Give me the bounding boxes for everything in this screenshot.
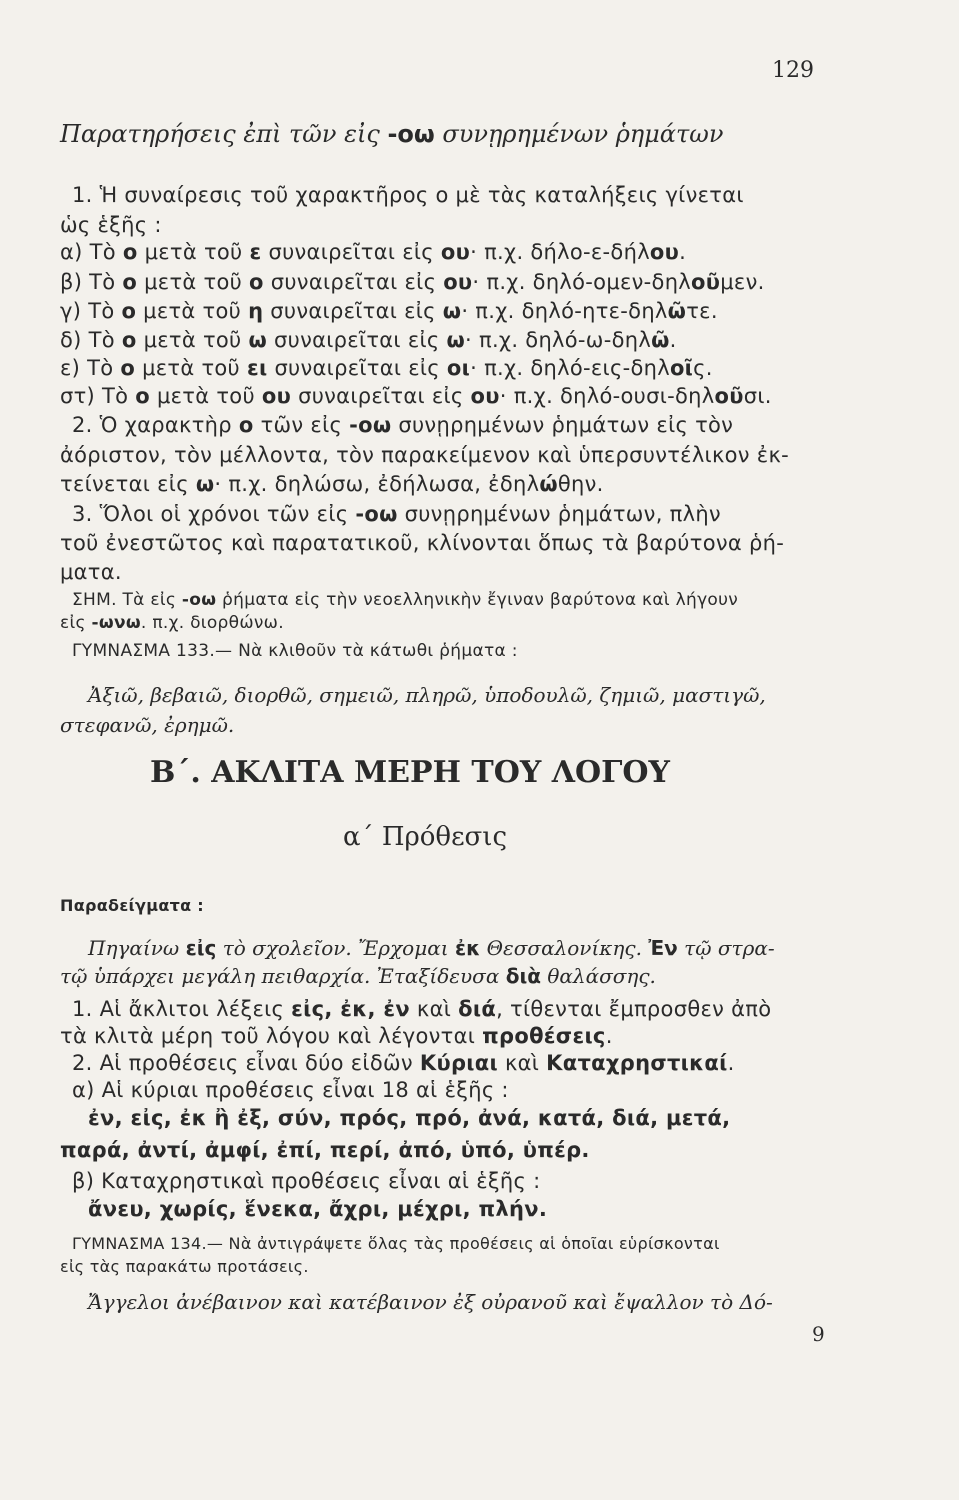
rule-text: μετὰ τοῦ (136, 299, 249, 323)
text: τῷ στρα- (677, 936, 775, 960)
text: . (727, 1051, 735, 1075)
section-heading-pre: Παρατηρήσεις ἐπὶ τῶν εἰς (60, 120, 388, 148)
rule-example-ending: ου (649, 240, 680, 264)
bold-text: ἐκ (454, 936, 481, 960)
rule-example: σι. (743, 384, 772, 408)
bold-text: προθέσεις (482, 1024, 606, 1048)
text: 1. Αἱ ἄκλιτοι λέξεις (72, 997, 292, 1021)
text: ῥήματα εἰς τὴν νεοελληνικὴν ἔγιναν βαρύτονα καὶ λήγουν (216, 590, 739, 610)
text: Πηγαίνω (88, 936, 186, 960)
subchapter-title: α΄ Πρόθεσις (343, 822, 508, 852)
examples-line-1 (88, 936, 775, 960)
rule-vowel: ο (122, 240, 138, 264)
prepositions-paragraph-2 (72, 1051, 735, 1075)
rule-vowel: ει (246, 356, 268, 380)
signature-mark: 9 (812, 1322, 825, 1346)
rule-example: τε. (686, 299, 718, 323)
rule-vowel: ο (135, 384, 151, 408)
rule-vowel: ο (121, 299, 137, 323)
text: 2. Αἱ προθέσεις εἶναι δύο εἰδῶν (72, 1051, 420, 1075)
rule-text: συναιρεῖται εἰς (263, 270, 444, 294)
text: 3. Ὅλοι οἱ χρόνοι τῶν εἰς (72, 502, 356, 526)
bold-text: Ἐν (648, 936, 678, 960)
rule-vowel: ω (248, 328, 268, 352)
rule-example: · π.χ. δήλο-ε-δήλ (470, 240, 650, 264)
section-heading-post: συνῃρημένων ῥημάτων (434, 120, 724, 148)
rule-example: ς. (693, 356, 713, 380)
rule-text: μετὰ τοῦ (137, 270, 250, 294)
text: ΣΗΜ. Τὰ εἰς (72, 590, 182, 610)
text: καὶ (409, 997, 459, 1021)
rule-delta (60, 328, 677, 352)
text: 2. Ὁ χαρακτὴρ (72, 413, 239, 437)
proper-prepositions-intro: α) Αἱ κύριαι προθέσεις εἶναι 18 αἱ ἑξῆς : (72, 1078, 509, 1102)
bold-text: -οω (355, 502, 398, 526)
rule-text: συναιρεῖται εἰς (267, 356, 447, 380)
rule-result: ου (440, 240, 471, 264)
text: τὸ σχολεῖον. Ἔρχομαι (216, 936, 455, 960)
rule-text: στ) Τὸ (60, 384, 136, 408)
paragraph-1-line-1: 1. Ἡ συναίρεσις τοῦ χαρακτῆρος ο μὲ τὰς καταλήξεις γίνεται (72, 183, 744, 207)
proper-prepositions-line-2: παρά, ἀντί, ἀμφί, ἐπί, περί, ἀπό, ὑπό, ὑπέρ. (60, 1138, 590, 1162)
text: θαλάσσης. (540, 964, 656, 988)
rule-text: μετὰ τοῦ (135, 356, 247, 380)
rule-example: · π.χ. δηλό-εις-δηλ (470, 356, 670, 380)
paragraph-3-line-3: ματα. (60, 560, 122, 584)
paragraph-2-line-3 (60, 472, 604, 496)
rule-example-ending: οῖ (669, 356, 694, 380)
prepositions-paragraph-1-line-2 (60, 1024, 613, 1048)
rule-text: συναιρεῖται εἰς (291, 384, 471, 408)
text: τῷ ὑπάρχει μεγάλη πειθαρχία. Ἐταξίδευσα (60, 964, 506, 988)
text: τῶν εἰς (253, 413, 350, 437)
examples-label: Παραδείγματα : (60, 896, 204, 915)
bold-text: εἰς, ἐκ, ἐν (291, 997, 410, 1021)
rule-text: συναιρεῖται εἰς (261, 240, 441, 264)
text: · π.χ. δηλώσω, ἐδήλωσα, ἐδηλ (214, 472, 540, 496)
paragraph-2-line-1 (72, 413, 733, 437)
text: τείνεται εἰς (60, 472, 196, 496)
exercise-134-sentence: Ἄγγελοι ἀνέβαινον καὶ κατέβαινον ἐξ οὐρανοῦ καὶ ἔψαλλον τὸ Δό- (88, 1290, 773, 1314)
bold-text: διὰ (505, 964, 541, 988)
section-heading-bold: -οω (387, 120, 435, 148)
bold-text: ο (238, 413, 254, 437)
rule-text: γ) Τὸ (60, 299, 122, 323)
bold-text: ώ (539, 472, 558, 496)
rule-example: · π.χ. δηλό-ομεν-δηλ (472, 270, 692, 294)
paragraph-3-line-2: τοῦ ἐνεστῶτος καὶ παρατατικοῦ, κλίνονται ὅπως τὰ βαρύτονα ῥή- (60, 531, 785, 555)
exercise-134-line-1: ΓΥΜΝΑΣΜΑ 134.— Νὰ ἀντιγράψετε ὅλας τὰς προθέσεις αἱ ὁποῖαι εὑρίσκονται (72, 1234, 720, 1253)
rule-example: · π.χ. δηλό-ω-δηλ (465, 328, 652, 352)
text: . π.χ. διορθώνω. (140, 613, 284, 633)
bold-text: εἰς (185, 936, 217, 960)
text: θην. (557, 472, 604, 496)
rule-result: ω (446, 328, 466, 352)
bold-text: -οω (349, 413, 392, 437)
rule-vowel: ο (121, 328, 137, 352)
rule-example: · π.χ. δηλό-ουσι-δηλ (499, 384, 715, 408)
rule-text: α) Τὸ (60, 240, 123, 264)
rule-text: δ) Τὸ (60, 328, 122, 352)
text: τὰ κλιτὰ μέρη τοῦ λόγου καὶ λέγονται (60, 1024, 483, 1048)
rule-text: συναιρεῖται εἰς (263, 299, 443, 323)
rule-result: ω (442, 299, 462, 323)
rule-example-ending: οῦ (714, 384, 744, 408)
rule-text: μετὰ τοῦ (137, 240, 250, 264)
note-line-2 (60, 613, 284, 633)
note-line-1 (72, 590, 738, 610)
rule-alpha (60, 240, 686, 264)
rule-example: · π.χ. δηλό-ητε-δηλ (461, 299, 668, 323)
examples-line-2 (60, 964, 656, 988)
bold-text: διά (458, 997, 497, 1021)
rule-example-ending: οῦ (691, 270, 721, 294)
rule-text: μετὰ τοῦ (136, 328, 249, 352)
rule-vowel: ου (261, 384, 292, 408)
exercise-133-line-2: στεφανῶ, ἐρημῶ. (60, 713, 235, 737)
exercise-134-line-2: εἰς τὰς παρακάτω προτάσεις. (60, 1257, 309, 1276)
rule-vowel: ε (249, 240, 262, 264)
paragraph-2-line-2: ἀόριστον, τὸν μέλλοντα, τὸν παρακείμενον καὶ ὑπερσυντέλικον ἐκ- (60, 443, 790, 467)
rule-text: β) Τὸ (60, 270, 123, 294)
bold-text: -οω (181, 590, 217, 610)
rule-result: ου (470, 384, 500, 408)
rule-example: . (679, 240, 687, 264)
rule-example: μεν. (720, 270, 765, 294)
improper-prepositions-line: ἄνευ, χωρίς, ἕνεκα, ἄχρι, μέχρι, πλήν. (88, 1197, 548, 1221)
rule-text: συναιρεῖται εἰς (267, 328, 447, 352)
bold-text: ω (195, 472, 215, 496)
rule-vowel: η (248, 299, 264, 323)
rule-beta (60, 270, 765, 294)
bold-text: Κύριαι (419, 1051, 498, 1075)
bold-text: Καταχρηστικαί (546, 1051, 728, 1075)
rule-text: ε) Τὸ (60, 356, 121, 380)
page-number: 129 (772, 58, 814, 83)
text: , τίθενται ἔμπροσθεν ἀπὸ (496, 997, 772, 1021)
paragraph-3-line-1 (72, 502, 721, 526)
rule-result: οι (446, 356, 471, 380)
chapter-title: Β΄. ΑΚΛΙΤΑ ΜΕΡΗ ΤΟΥ ΛΟΓΟΥ (150, 755, 670, 790)
text: συνῃρημένων ῥημάτων, πλὴν (397, 502, 721, 526)
text: εἰς (60, 613, 92, 633)
text: Θεσσαλονίκης. (480, 936, 649, 960)
rule-result: ου (443, 270, 473, 294)
improper-prepositions-intro: β) Καταχρηστικαὶ προθέσεις εἶναι αἱ ἑξῆς : (72, 1169, 541, 1193)
rule-vowel: ο (120, 356, 136, 380)
rule-text: μετὰ τοῦ (150, 384, 262, 408)
rule-example-ending: ῶ (651, 328, 670, 352)
text: καὶ (497, 1051, 547, 1075)
bold-text: -ωνω (91, 613, 141, 633)
rule-example: . (669, 328, 677, 352)
paragraph-1-line-2: ὡς ἑξῆς : (60, 213, 162, 237)
rule-vowel: ο (249, 270, 264, 294)
rule-gamma (60, 299, 718, 323)
prepositions-paragraph-1-line-1 (72, 997, 771, 1021)
rule-example-ending: ῶ (667, 299, 687, 323)
text: συνῃρημένων ῥημάτων εἰς τὸν (391, 413, 734, 437)
rule-stigma (60, 384, 772, 408)
proper-prepositions-line-1: ἐν, εἰς, ἐκ ἢ ἐξ, σύν, πρός, πρό, ἀνά, κατά, διά, μετά, (88, 1106, 731, 1130)
rule-vowel: ο (122, 270, 138, 294)
section-heading (60, 120, 723, 148)
exercise-133-title: ΓΥΜΝΑΣΜΑ 133.— Νὰ κλιθοῦν τὰ κάτωθι ῥήματα : (72, 641, 518, 661)
rule-epsilon (60, 356, 713, 380)
exercise-133-line-1: Ἀξιῶ, βεβαιῶ, διορθῶ, σημειῶ, πληρῶ, ὑποδουλῶ, ζημιῶ, μαστιγῶ, (88, 683, 766, 707)
text: . (605, 1024, 613, 1048)
